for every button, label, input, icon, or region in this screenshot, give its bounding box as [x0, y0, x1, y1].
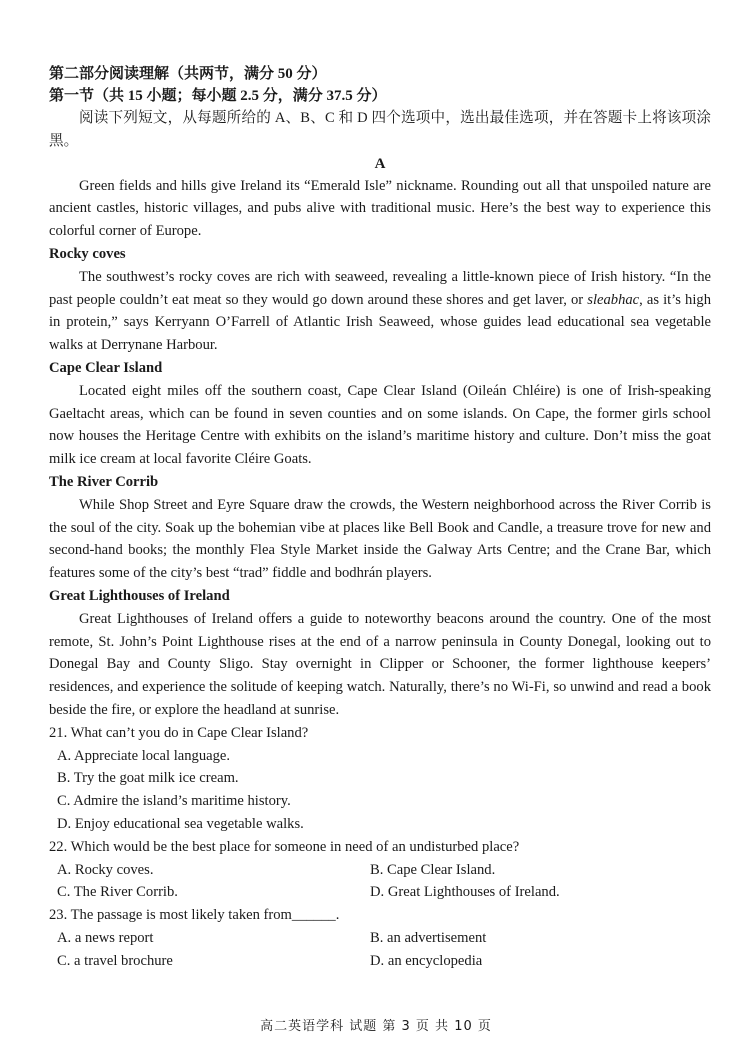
italic-word: sleabhac — [587, 291, 640, 308]
question-22-option-a: A. Rocky coves. — [57, 861, 154, 878]
text-part: The southwest’s rocky coves are rich with seaweed, revealing a little-known piece of Irish history. “In the past people couldn’t eat meat so they would go down around these shores and get laver, or — [49, 268, 711, 308]
section-text-lighthouses: Great Lighthouses of Ireland offers a guide to noteworthy beacons around the country. One of the most remote, St. John’s Point Lighthouse rises at the end of a narrow peninsula in County Donegal, looking out to Donegal Bay and County Sligo. Stay overnight in Clipper or Schooner, the former lighthouse keepers’ residences, and experience the solitude of keeping watch. Naturally, there’s no Wi-Fi, so unwind and read a book beside the fire, or explore the headland at sunrise. — [49, 610, 711, 718]
page-content — [49, 63, 711, 972]
question-23-options — [49, 927, 711, 973]
question-22-stem: 22. Which would be the best place for someone in need of an undisturbed place? — [49, 838, 520, 855]
page-footer: 高二英语学科 试题 第 3 页 共 10 页 — [260, 1019, 492, 1034]
question-21-option-a: A. Appreciate local language. — [57, 747, 231, 764]
question-23-option-d: D. an encyclopedia — [370, 952, 483, 969]
question-21-stem: 21. What can’t you do in Cape Clear Island? — [49, 724, 309, 741]
question-22-option-c: C. The River Corrib. — [57, 884, 178, 901]
text-part: , as it’s high in protein,” says Kerryann O’Farrell of Atlantic Irish Seaweed, whose guides lead educational sea vegetable walks at Derrynane Harbour. — [49, 291, 711, 354]
section-title-rocky-coves: Rocky coves — [49, 245, 126, 262]
section-text-river-corrib: While Shop Street and Eyre Square draw the crowds, the Western neighborhood across the River Corrib is the soul of the city. Soak up the bohemian vibe at places like Bell Book and Candle, a treasure trove for new and second-hand books; the monthly Flea Style Market inside the Galway Arts Centre; and the Crane Bar, which features some of the city’s best “trad” fiddle and bodhrán players. — [49, 496, 711, 582]
passage-letter: A — [374, 155, 386, 172]
question-23-stem: 23. The passage is most likely taken from______. — [49, 907, 340, 924]
section-title-lighthouses: Great Lighthouses of Ireland — [49, 587, 230, 604]
passage-intro: Green fields and hills give Ireland its “Emerald Isle” nickname. Rounding out all that unspoiled nature are ancient castles, historic villages, and pubs alive with traditional music. Here’s the best way to experience this colorful corner of Europe. — [49, 177, 711, 240]
question-23-option-b: B. an advertisement — [370, 929, 487, 946]
instruction-text: 阅读下列短文，从每题所给的 A、B、C 和 D 四个选项中，选出最佳选项，并在答题卡上将该项涂黑。 — [49, 110, 711, 149]
question-21-option-b: B. Try the goat milk ice cream. — [57, 770, 239, 787]
part-heading: 第二部分阅读理解（共两节，满分 50 分） — [49, 66, 327, 82]
question-22-option-d: D. Great Lighthouses of Ireland. — [370, 884, 560, 901]
question-23-option-a: A. a news report — [57, 929, 154, 946]
question-22-options — [49, 859, 711, 905]
section-heading: 第一节（共 15 小题；每小题 2.5 分，满分 37.5 分） — [49, 88, 387, 104]
section-title-river-corrib: The River Corrib — [49, 473, 159, 490]
section-text-cape-clear: Located eight miles off the southern coast, Cape Clear Island (Oileán Chléire) is one of Irish-speaking Gaeltacht areas, which can be found in seven counties and on some islands. On Cape, the former girls school now houses the Heritage Centre with exhibits on the island’s maritime history and culture. Don’t miss the goat milk ice cream at local favorite Cléire Goats. — [49, 382, 711, 468]
section-text-rocky-coves — [49, 266, 711, 357]
question-22-option-b: B. Cape Clear Island. — [370, 861, 496, 878]
section-title-cape-clear: Cape Clear Island — [49, 359, 163, 376]
question-23-option-c: C. a travel brochure — [57, 952, 173, 969]
question-21-option-c: C. Admire the island’s maritime history. — [57, 793, 291, 810]
question-21-option-d: D. Enjoy educational sea vegetable walks. — [57, 815, 304, 832]
